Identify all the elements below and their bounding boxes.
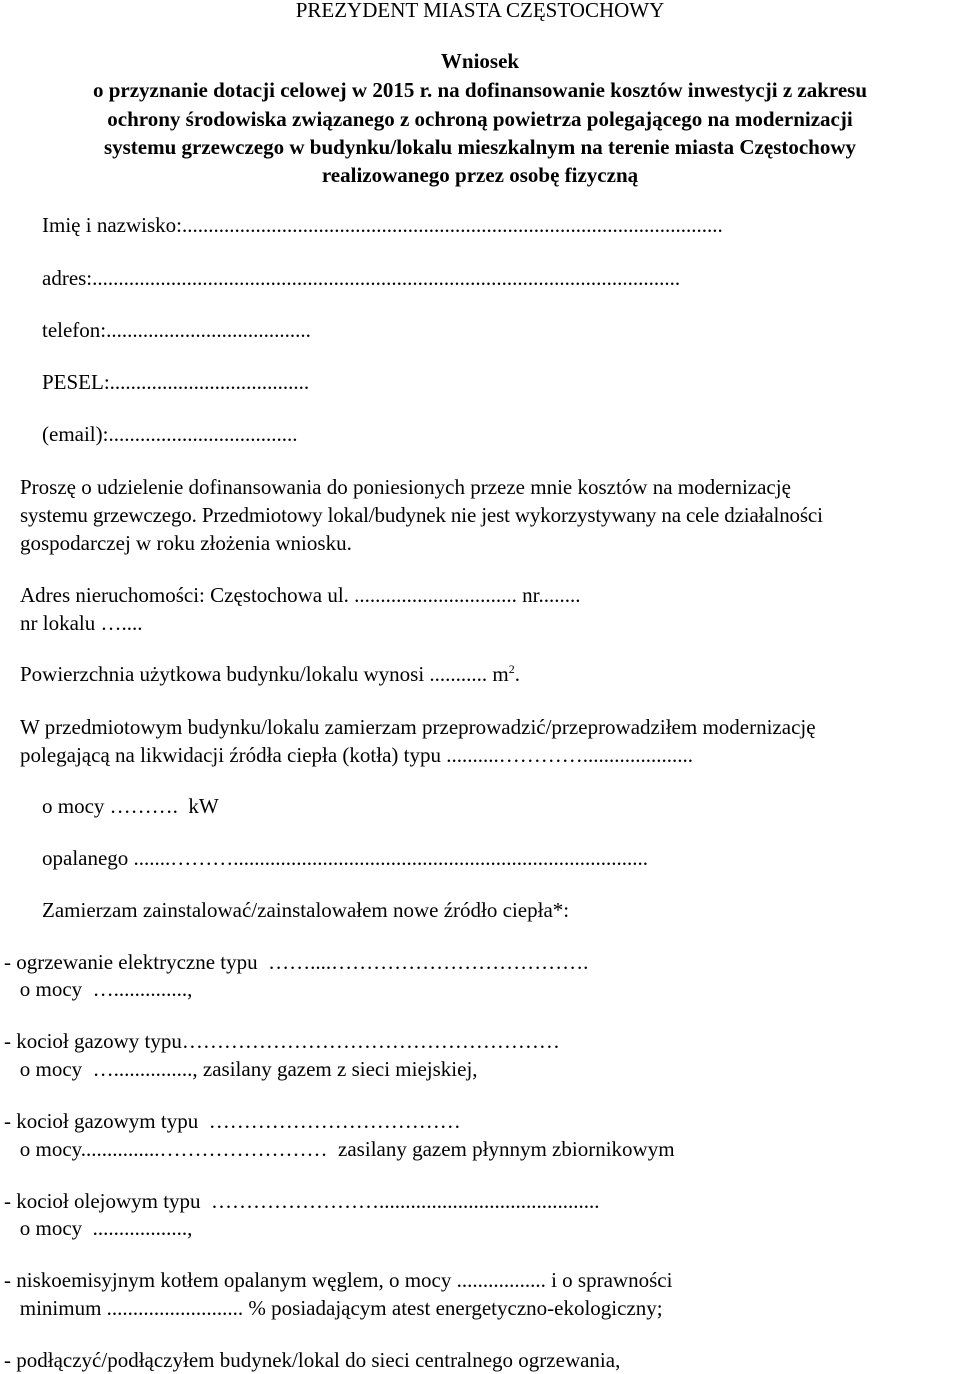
request-line-1: Proszę o udzielenie dofinansowania do poniesionych przeze mnie kosztów na modernizację bbox=[20, 475, 791, 499]
list-item: - ogrzewanie elektryczne typu ……....………………………………. bbox=[4, 950, 589, 974]
property-address-field: Adres nieruchomości: Częstochowa ul. ............................... nr........ bbox=[20, 583, 581, 607]
title-wniosek: Wniosek bbox=[440, 49, 520, 73]
applicant-pesel-field: PESEL:...................................... bbox=[42, 370, 310, 394]
property-area-end: . bbox=[514, 662, 521, 686]
page-header: PREZYDENT MIASTA CZĘSTOCHOWY bbox=[295, 0, 665, 22]
applicant-address-field: adres:................................................................................................................ bbox=[42, 266, 681, 290]
list-item: o mocy ….............., bbox=[4, 977, 193, 1001]
title-line-4: systemu grzewczego w budynku/lokalu mieszkalnym na terenie miasta Częstochowy bbox=[103, 135, 857, 159]
list-item: - podłączyć/podłączyłem budynek/lokal do sieci centralnego ogrzewania, bbox=[4, 1348, 621, 1372]
list-item: - kocioł olejowym typu …………………….......................................... bbox=[4, 1189, 600, 1213]
modernization-line-1: W przedmiotowym budynku/lokalu zamierzam przeprowadzić/przeprowadziłem modernizację bbox=[20, 715, 816, 739]
list-item: o mocy …..............., zasilany gazem z sieci miejskiej, bbox=[4, 1057, 478, 1081]
title-line-3: ochrony środowiska związanego z ochroną powietrza polegającego na modernizacji bbox=[107, 107, 853, 131]
modernization-power-field: o mocy ………. kW bbox=[42, 794, 219, 818]
list-item: - kocioł gazowym typu ……………………………… bbox=[4, 1109, 461, 1133]
title-line-5: realizowanego przez osobę fizyczną bbox=[321, 163, 639, 187]
property-area-text: Powierzchnia użytkowa budynku/lokalu wynosi ........... m bbox=[20, 662, 509, 686]
request-line-2: systemu grzewczego. Przedmiotowy lokal/budynek nie jest wykorzystywany na cele działalności bbox=[20, 503, 823, 527]
list-item: - kocioł gazowy typu……………………………………………… bbox=[4, 1029, 560, 1053]
title-line-2: o przyznanie dotacji celowej w 2015 r. na dofinansowanie kosztów inwestycji z zakresu bbox=[92, 78, 868, 102]
modernization-line-2: polegającą na likwidacji źródła ciepła (kotła) typu ..........…………..................... bbox=[20, 743, 693, 767]
list-item: o mocy...............…………………… zasilany gazem płynnym zbiornikowym bbox=[4, 1137, 675, 1161]
new-source-heading: Zamierzam zainstalować/zainstalowałem nowe źródło ciepła*: bbox=[42, 898, 570, 922]
property-area-field bbox=[20, 661, 520, 687]
property-area-superscript: 2 bbox=[508, 662, 515, 676]
request-line-3: gospodarczej w roku złożenia wniosku. bbox=[20, 531, 352, 555]
applicant-email-field: (email):.................................... bbox=[42, 422, 298, 446]
applicant-phone-field: telefon:....................................... bbox=[42, 318, 311, 342]
property-unit-field: nr lokalu ….... bbox=[20, 611, 143, 635]
applicant-name-field: Imię i nazwisko:....................................................................................................... bbox=[42, 213, 723, 237]
list-item: - niskoemisyjnym kotłem opalanym węglem, o mocy ................. i o sprawności bbox=[4, 1268, 673, 1292]
list-item: minimum .......................... % posiadającym atest energetyczno-ekologiczny; bbox=[4, 1296, 663, 1320]
modernization-fuel-field: opalanego .......………............................................................................... bbox=[42, 846, 649, 870]
list-item: o mocy .................., bbox=[4, 1216, 193, 1240]
